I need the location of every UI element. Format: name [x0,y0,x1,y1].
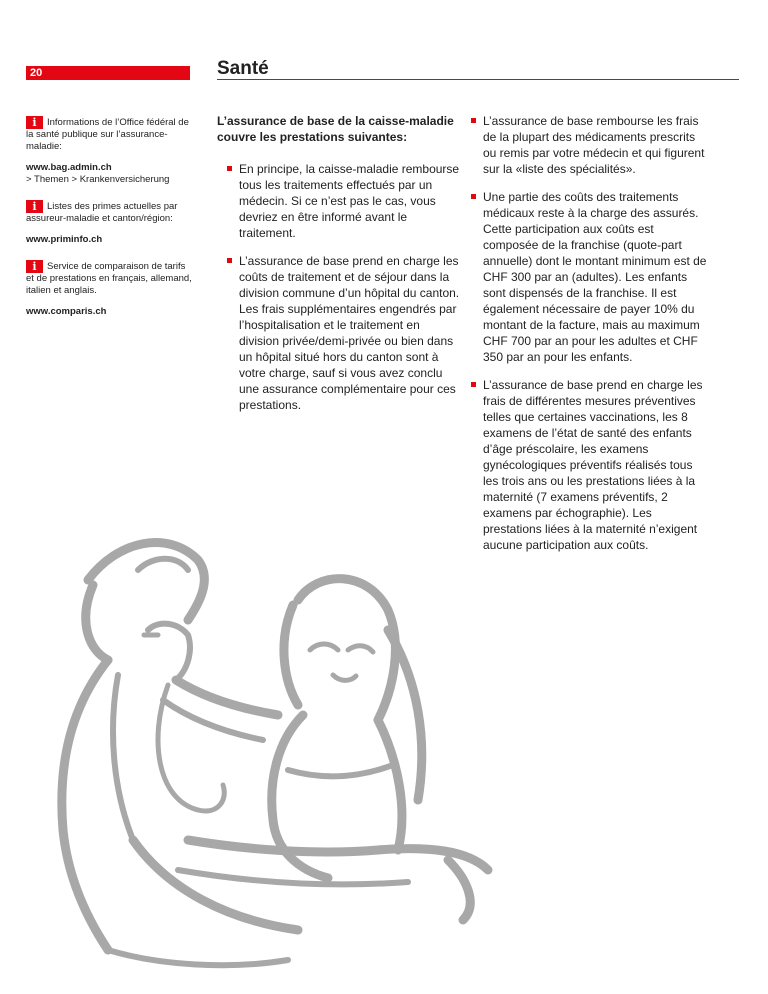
bullet-icon [471,118,476,123]
page-title: Santé [217,58,269,79]
bullet-icon [227,258,232,263]
list-item: L’assurance de base prend en charge les coûts de traitement et de séjour dans la division commune d’un hôpital du canton. Les frais supplémentaires engendrés par l’hospitalisation et le traitement en division privée/demi-privée ou bien dans un hôpital situé hors du canton sont à votre charge, sauf si vous avez conclu une assurance complémentaire pour ces prestations. [227,253,460,413]
bullet-icon [471,382,476,387]
info-block-priminfo [26,200,194,246]
info-description: Informations de l’Office fédéral de la santé publique sur l’assurance-maladie: [26,117,189,152]
list-item: L’assurance de base rembourse les frais de la plupart des médicaments prescrits ou remis par votre médecin et qui figurent sur la «liste des spécialités». [471,113,711,177]
info-block-bag [26,116,194,186]
bullet-icon [227,166,232,171]
page-number: 20 [26,66,190,80]
link-comparis[interactable]: www.comparis.ch [26,306,107,317]
info-description: Service de comparaison de tarifs et de prestations en français, allemand, italien et anglais. [26,261,192,296]
info-text [26,200,194,225]
list-item: En principe, la caisse-maladie rembourse tous les traitements effectués par un médecin. Si ce n’est pas le cas, vous devriez en être informé avant le traitement. [227,161,460,241]
link-bag[interactable]: www.bag.admin.ch [26,162,112,173]
info-text [26,260,194,297]
column-right [471,113,711,565]
link-priminfo[interactable]: www.priminfo.ch [26,234,103,245]
info-icon: i [26,200,43,213]
bullet-list-left [217,161,460,413]
title-rule [217,79,739,80]
info-icon: i [26,116,43,129]
sidebar [26,116,194,332]
info-description: Listes des primes actuelles par assureur-maladie et canton/région: [26,201,178,224]
column-middle [217,113,460,425]
list-item: Une partie des coûts des traitements médicaux reste à la charge des assurés. Cette participation aux coûts est composée de la franchise (quote-part annuelle) dont le montant minimum est de CHF 300 par an (adultes). Les enfants sont dispensés de la franchise. Il est également nécessaire de payer 10% du montant de la facture, mais au maximum CHF 700 par an pour les adultes et CHF 350 par an pour les enfants. [471,189,711,365]
bullet-icon [471,194,476,199]
info-block-comparis [26,260,194,318]
info-text [26,116,194,153]
lead-paragraph: L’assurance de base de la caisse-maladie couvre les prestations suivantes: [217,114,454,144]
link-path: > Themen > Krankenversicherung [26,174,170,185]
bullet-list-right [471,113,711,553]
doctor-child-sketch [48,510,508,980]
list-item: L’assurance de base prend en charge les frais de différentes mesures préventives telles que certaines vaccinations, les 8 examens de l’état de santé des enfants d’âge préscolaire, les examens gynécologiques préventifs réalisés tous les trois ans ou les prestations liées à la maternité (7 examens préventifs, 2 examens par échographie). Les prestations liées à la maternité n’exigent aucune participation aux coûts. [471,377,711,553]
info-icon: i [26,260,43,273]
